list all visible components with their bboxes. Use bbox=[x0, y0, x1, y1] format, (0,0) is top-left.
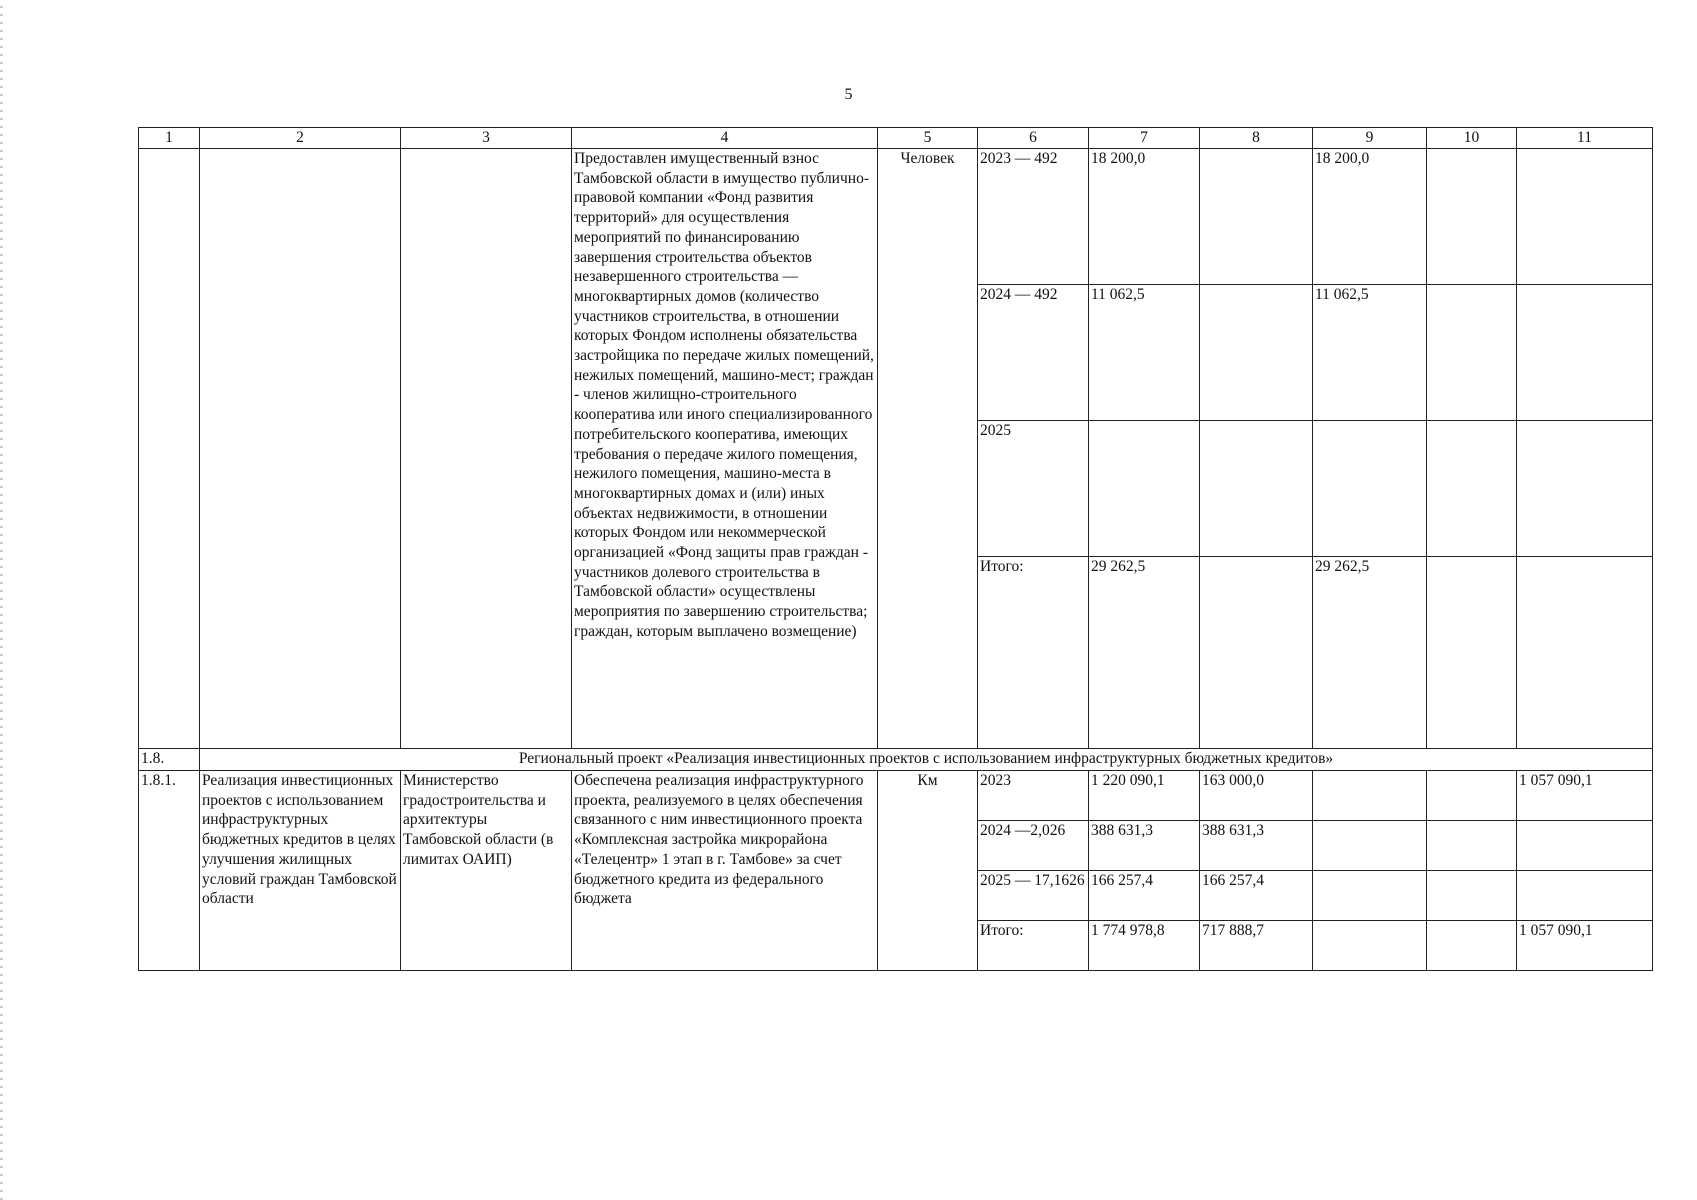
cell-year: 2024 — 492 bbox=[978, 285, 1089, 421]
col-header: 6 bbox=[978, 128, 1089, 149]
cell-other bbox=[1517, 871, 1653, 921]
cell-total: 1 220 090,1 bbox=[1089, 771, 1200, 821]
cell-year: Итого: bbox=[978, 557, 1089, 749]
col-header: 4 bbox=[572, 128, 878, 149]
cell-other bbox=[1517, 421, 1653, 557]
cell-unit: Человек bbox=[878, 149, 978, 749]
cell-other: 1 057 090,1 bbox=[1517, 771, 1653, 821]
table-row bbox=[139, 771, 1653, 821]
cell-regional bbox=[1313, 771, 1427, 821]
program-table bbox=[138, 127, 1653, 971]
cell-unit: Км bbox=[878, 771, 978, 971]
section-number: 1.8. bbox=[139, 749, 200, 771]
cell-regional: 29 262,5 bbox=[1313, 557, 1427, 749]
cell-name: Реализация инвестиционных проектов с использованием инфраструктурных бюджетных кредитов в целях улучшения жилищных условий граждан Тамбовской области bbox=[200, 771, 401, 971]
cell-year: 2023 bbox=[978, 771, 1089, 821]
col-header: 1 bbox=[139, 128, 200, 149]
cell-year: 2025 — 17,1626 bbox=[978, 871, 1089, 921]
cell-local bbox=[1427, 921, 1517, 971]
col-header: 11 bbox=[1517, 128, 1653, 149]
cell-executor bbox=[401, 149, 572, 749]
col-header: 9 bbox=[1313, 128, 1427, 149]
col-header: 2 bbox=[200, 128, 401, 149]
cell-total: 18 200,0 bbox=[1089, 149, 1200, 285]
col-header: 10 bbox=[1427, 128, 1517, 149]
scan-edge-artifact bbox=[0, 0, 3, 1200]
cell-year: 2025 bbox=[978, 421, 1089, 557]
cell-year: Итого: bbox=[978, 921, 1089, 971]
cell-local bbox=[1427, 421, 1517, 557]
cell-result: Обеспечена реализация инфраструктурного проекта, реализуемого в целях обеспечения связанного с ним инвестиционного проекта «Комплексная застройка микрорайона «Телецентр» 1 этап в г. Тамбове» за счет бюджетного кредита из федерального бюджета bbox=[572, 771, 878, 971]
cell-federal bbox=[1200, 421, 1313, 557]
cell-other bbox=[1517, 557, 1653, 749]
section-title: Региональный проект «Реализация инвестиционных проектов с использованием инфраструктурных бюджетных кредитов» bbox=[200, 749, 1653, 771]
cell-num bbox=[139, 149, 200, 749]
cell-regional bbox=[1313, 871, 1427, 921]
cell-num: 1.8.1. bbox=[139, 771, 200, 971]
cell-federal bbox=[1200, 149, 1313, 285]
cell-local bbox=[1427, 821, 1517, 871]
cell-regional bbox=[1313, 921, 1427, 971]
cell-federal: 388 631,3 bbox=[1200, 821, 1313, 871]
column-number-row bbox=[139, 128, 1653, 149]
cell-other: 1 057 090,1 bbox=[1517, 921, 1653, 971]
cell-local bbox=[1427, 871, 1517, 921]
cell-total bbox=[1089, 421, 1200, 557]
cell-total: 29 262,5 bbox=[1089, 557, 1200, 749]
cell-name bbox=[200, 149, 401, 749]
cell-federal bbox=[1200, 557, 1313, 749]
cell-local bbox=[1427, 149, 1517, 285]
cell-executor: Министерство градостроительства и архитектуры Тамбовской области (в лимитах ОАИП) bbox=[401, 771, 572, 971]
cell-federal: 717 888,7 bbox=[1200, 921, 1313, 971]
cell-local bbox=[1427, 557, 1517, 749]
col-header: 5 bbox=[878, 128, 978, 149]
cell-regional bbox=[1313, 421, 1427, 557]
cell-total: 388 631,3 bbox=[1089, 821, 1200, 871]
cell-result: Предоставлен имущественный взнос Тамбовской области в имущество публично-правовой компании «Фонд развития территорий» для осуществления мероприятий по финансированию завершения строительства объектов незавершенного строительства — многоквартирных домов (количество участников строительства, в отношении которых Фондом исполнены обязательства застройщика по передаче жилых помещений, нежилых помещений, машино-мест; граждан - членов жилищно-строительного кооператива или иного специализированного потребительского кооператива, имеющих требования о передаче жилого помещения, нежилого помещения, машино-места в многоквартирных домах и (или) иных объектах недвижимости, в отношении которых Фондом или некоммерческой организацией «Фонд защиты прав граждан - участников долевого строительства в Тамбовской области» осуществлены мероприятия по завершению строительства; граждан, которым выплачено возмещение) bbox=[572, 149, 878, 749]
table-row bbox=[139, 149, 1653, 285]
cell-other bbox=[1517, 821, 1653, 871]
section-row bbox=[139, 749, 1653, 771]
cell-federal: 166 257,4 bbox=[1200, 871, 1313, 921]
cell-other bbox=[1517, 149, 1653, 285]
cell-local bbox=[1427, 285, 1517, 421]
cell-local bbox=[1427, 771, 1517, 821]
cell-regional: 11 062,5 bbox=[1313, 285, 1427, 421]
col-header: 8 bbox=[1200, 128, 1313, 149]
cell-total: 1 774 978,8 bbox=[1089, 921, 1200, 971]
cell-regional bbox=[1313, 821, 1427, 871]
cell-other bbox=[1517, 285, 1653, 421]
cell-year: 2023 — 492 bbox=[978, 149, 1089, 285]
cell-total: 166 257,4 bbox=[1089, 871, 1200, 921]
cell-federal bbox=[1200, 285, 1313, 421]
page-number: 5 bbox=[844, 86, 853, 103]
cell-total: 11 062,5 bbox=[1089, 285, 1200, 421]
col-header: 3 bbox=[401, 128, 572, 149]
col-header: 7 bbox=[1089, 128, 1200, 149]
cell-year: 2024 —2,026 bbox=[978, 821, 1089, 871]
cell-federal: 163 000,0 bbox=[1200, 771, 1313, 821]
cell-regional: 18 200,0 bbox=[1313, 149, 1427, 285]
